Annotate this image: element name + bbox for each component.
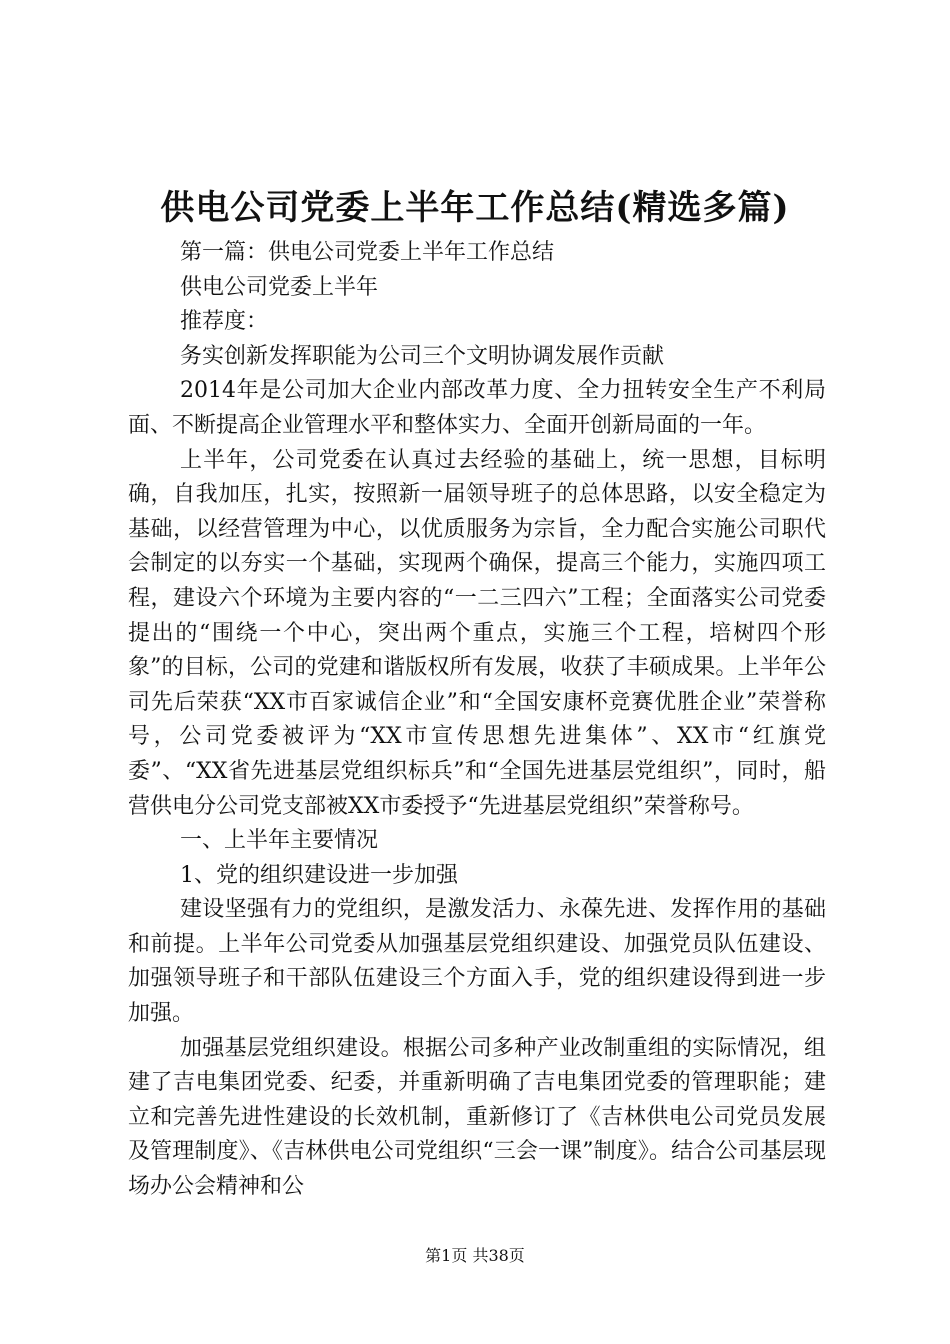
paragraph: 上半年，公司党委在认真过去经验的基础上，统一思想，目标明确，自我加压，扎实，按照新一届领导班子的总体思路，以安全稳定为基础，以经营管理为中心，以优质服务为宗旨，全力配合实施公司职代会制定的以夯实一个基础，实现两个确保，提高三个能力，实施四项工程，建设六个环境为主要内容的“一二三四六”工程；全面落实公司党委提出的“围绕一个中心，突出两个重点，实施三个工程，培树四个形象”的目标，公司的党建和谐版权所有发展，收获了丰硕成果。上半年公司先后荣获“XX市百家诚信企业”和“全国安康杯竞赛优胜企业”荣誉称号，公司党委被评为“XX市宣传思想先进集体”、XX市“红旗党委”、“XX省先进基层党组织标兵”和“全国先进基层党组织”，同时，船营供电分公司党支部被XX市委授予“先进基层党组织”荣誉称号。 [128, 447, 826, 819]
paragraph: 加强基层党组织建设。根据公司多种产业改制重组的实际情况，组建了吉电集团党委、纪委，并重新明确了吉电集团党委的管理职能；建立和完善先进性建设的长效机制，重新修订了《吉林供电公司党员发展及管理制度》、《吉林供电公司党组织“三会一课”制度》。结合公司基层现场办公会精神和公 [128, 1035, 826, 1200]
paragraph: 2014年是公司加大企业内部改革力度、全力扭转安全生产不利局面、不断提高企业管理水平和整体实力、全面开创新局面的一年。 [128, 378, 826, 438]
paragraph: 1、党的组织建设进一步加强 [180, 862, 458, 888]
paragraph: 务实创新发挥职能为公司三个文明协调发展作贡献 [180, 343, 665, 369]
document-title: 供电公司党委上半年工作总结(精选多篇) [160, 188, 790, 228]
paragraph: 推荐度： [180, 309, 269, 335]
paragraph: 第一篇：供电公司党委上半年工作总结 [180, 240, 555, 265]
paragraph: 一、上半年主要情况 [180, 828, 379, 854]
document-body [128, 236, 826, 1205]
page-number-footer: 第1页 共38页 [425, 1246, 525, 1265]
paragraph: 建设坚强有力的党组织，是激发活力、永葆先进、发挥作用的基础和前提。上半年公司党委从加强基层党组织建设、加强党员队伍建设、加强领导班子和干部队伍建设三个方面入手，党的组织建设得到进一步加强。 [128, 897, 826, 1027]
paragraph: 供电公司党委上半年 [180, 274, 379, 300]
